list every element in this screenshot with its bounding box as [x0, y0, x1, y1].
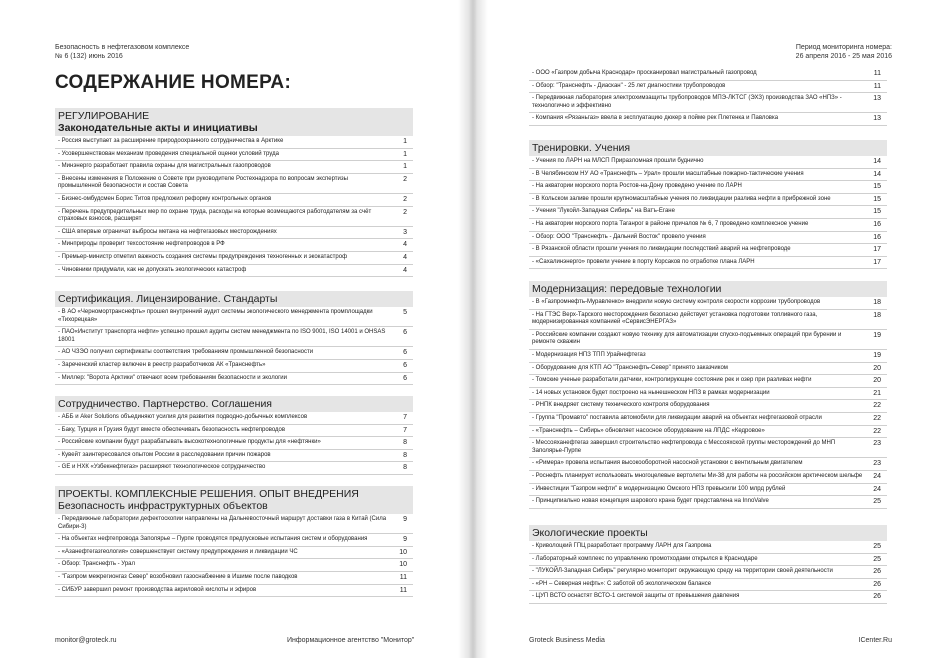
section-title: Сотрудничество. Партнерство. Соглашения [58, 398, 272, 410]
toc-entry[interactable] [529, 541, 887, 554]
toc-entry[interactable] [55, 207, 413, 227]
toc-entry-text: - «Римера» провела испытания высокооборотной насосной установки с вентильным двигателем [532, 460, 803, 467]
toc-entry[interactable] [529, 388, 887, 401]
toc-page-number: 23 [873, 460, 881, 468]
left-page [0, 0, 470, 658]
toc-entry-text: - Перечень предупредительных мер по охране труда, расходы на которые возмещаются работодателям за счёт страховых взносов, расширят [58, 208, 372, 223]
toc-page-number: 25 [873, 555, 881, 563]
toc-entry-text: - Принципиально новая концепция шарового крана будет представлена на InnoValve [532, 498, 769, 505]
toc-page-number: 17 [873, 258, 881, 266]
toc-entry[interactable] [529, 206, 887, 219]
toc-entry[interactable] [55, 307, 413, 327]
section-modernization [529, 281, 887, 509]
section-title: Экологические проекты [532, 527, 648, 539]
toc-entry[interactable] [55, 265, 413, 278]
toc-entry[interactable] [55, 450, 413, 463]
toc-entry-text: - Роснефть планирует использовать многоцелевые вертолеты Ми-38 для работы на российском арктическом шельфе [532, 472, 863, 479]
toc-page-number: 1 [403, 150, 407, 158]
toc-page-number: 18 [873, 311, 881, 319]
toc-page-number: 4 [403, 241, 407, 249]
toc-entry-text: - Криволоцкий ГПЦ разработает программу ЛАРН для Газпрома [532, 543, 712, 549]
toc-entry-text: - АО ЧЗЭО получил сертификаты соответствия требованиям промышленной безопасности [58, 349, 314, 356]
toc-entry[interactable] [55, 174, 413, 194]
toc-page-number: 2 [403, 175, 407, 183]
toc-entry-text: - Обзор: Транснефть - Урал [58, 561, 136, 568]
toc-entry[interactable] [55, 585, 413, 598]
toc-entry[interactable] [55, 227, 413, 240]
toc-entry[interactable] [529, 244, 887, 257]
publication-name: Безопасность в нефтегазовом комплексе [55, 44, 190, 51]
contents-title: СОДЕРЖАНИЕ НОМЕРА: [55, 72, 292, 93]
monitoring-period-dates: 26 апреля 2016 - 25 мая 2016 [795, 53, 892, 60]
toc-entry[interactable] [55, 514, 413, 534]
toc-page-number: 11 [873, 82, 881, 90]
toc-entry[interactable] [55, 437, 413, 450]
toc-entry[interactable] [55, 136, 413, 149]
toc-page-number: 1 [403, 163, 407, 171]
toc-entry[interactable] [55, 559, 413, 572]
toc-page-number: 2 [403, 208, 407, 216]
toc-entry[interactable] [55, 360, 413, 373]
toc-entry-text: - Группа "Промавто" поставила автомобили для ликвидации аварий на объектах нефтегазовой отрасли [532, 414, 822, 421]
toc-entry[interactable] [55, 149, 413, 162]
toc-page-number: 26 [873, 580, 881, 588]
toc-entry[interactable] [529, 257, 887, 270]
toc-entry-text: - На акватории морского порта Таганрог в районе причалов № 6, 7 проведено комплексное учение [532, 220, 809, 227]
toc-entry-text: - На акватории морского порта Ростов-на-Дону проведено учение по ЛАРН [532, 183, 742, 190]
toc-page-number: 15 [873, 183, 881, 191]
toc-entry[interactable] [529, 194, 887, 207]
toc-page-number: 19 [873, 351, 881, 359]
toc-entry-text: - «Транснефть – Сибирь» обновляет насосное оборудование на ЛПДС «Кедровое» [532, 427, 765, 434]
toc-entry[interactable] [55, 425, 413, 438]
toc-entry[interactable] [55, 239, 413, 252]
toc-page-number: 2 [403, 195, 407, 203]
toc-page-number: 11 [399, 586, 407, 594]
toc-page-number: 11 [873, 70, 881, 77]
toc-page-number: 7 [403, 426, 407, 434]
toc-page-number: 24 [873, 485, 881, 493]
toc-entry-text: - Учения по ЛАРН на МЛСП Приразломная прошли будничнo [532, 158, 704, 164]
section-cooperation [55, 396, 413, 475]
toc-entry-text: - Усовершенствован механизм проведения специальной оценки условий труда [58, 150, 279, 157]
monitoring-period-label: Период мониторинга номера: [795, 44, 892, 51]
toc-page-number: 21 [873, 389, 881, 397]
section-title: ПРОЕКТЫ. КОМПЛЕКСНЫЕ РЕШЕНИЯ. ОПЫТ ВНЕДРЕНИЯ [58, 488, 359, 500]
section-heading [529, 140, 887, 156]
toc-entry[interactable] [529, 310, 887, 330]
toc-entry-text: - Томские ученые разработали датчики, контролирующие состояние рек и озер при разливах нефти [532, 377, 812, 384]
toc-entry-text: - Премьер-министр отметил важность создания системы предупреждения техногенных и экокатастроф [58, 253, 348, 260]
footer-email[interactable]: monitor@groteck.ru [55, 637, 117, 644]
toc-entry-text: - Передвижная лаборатория электрохимзащиты трубопроводов МПЭ-ЛКТСГ (ЭХЗ) производства ЗАО «НПЗ» - технологично и эффективно [532, 95, 842, 109]
toc-entry-text: - Минэнерго разработает правила охраны для магистральных газопроводов [58, 163, 271, 170]
toc-entry[interactable] [55, 161, 413, 174]
toc-entry[interactable] [55, 462, 413, 475]
toc-page-number: 4 [403, 253, 407, 261]
toc-page-number: 8 [403, 439, 407, 447]
toc-entry[interactable] [529, 458, 887, 471]
toc-entry[interactable] [529, 350, 887, 363]
toc-entry-text: - Оборудование для КТП АО "Транснефть-Север" принято заказчиком [532, 364, 728, 371]
toc-entry-text: - Обзор: ООО "Транснефть - Дальний Восток" провело учения [532, 233, 706, 240]
toc-page-number: 7 [403, 414, 407, 421]
section-subtitle: Безопасность инфраструктурных объектов [58, 500, 268, 512]
toc-entry[interactable] [529, 81, 887, 94]
toc-entry-text: - Российские компании создают новую технику для автоматизации спуско-подъемных операций при бурении и ремонте скважин [532, 331, 842, 346]
toc-entry-text: - АББ и Aker Solutions объединяют усилия для развития подводно-добычных комплексов [58, 414, 308, 420]
toc-page-number: 17 [873, 246, 881, 254]
toc-entry-text: - Минприроды проверит техсостояние нефтепроводов в РФ [58, 241, 225, 248]
toc-entry[interactable] [55, 534, 413, 547]
continued-entries [529, 68, 887, 126]
toc-entry-text: - 14 новых установок будет построено на нынешнеском НПЗ в рамках модернизации [532, 389, 770, 396]
section-heading [529, 281, 887, 297]
toc-entry[interactable] [529, 400, 887, 413]
toc-entry-text: - ООО «Газпром добыча Краснодар» просканировал магистральный газопровод [532, 70, 757, 76]
toc-page-number: 4 [403, 266, 407, 274]
toc-page-number: 6 [403, 361, 407, 369]
toc-entry-text: - США впервые ограничат выбросы метана на нефтегазовых месторождениях [58, 228, 277, 235]
toc-page-number: 10 [399, 561, 407, 569]
toc-page-number: 10 [399, 548, 407, 556]
toc-page-number: 14 [873, 158, 881, 165]
toc-page-number: 8 [403, 464, 407, 472]
toc-entry-text: - GE и НХК «Узбекнефтегаз» расширяют технологическое сотрудничество [58, 464, 266, 471]
toc-page-number: 19 [873, 331, 881, 339]
toc-entry[interactable] [529, 232, 887, 245]
toc-entry[interactable] [529, 413, 887, 426]
toc-page-number: 9 [403, 536, 407, 544]
toc-entry-text: - Инвестиции "Газпром нефти" в модернизацию Омского НПЗ превысили 100 млрд рублей [532, 485, 786, 492]
toc-page-number: 26 [873, 568, 881, 576]
toc-entry-text: - Баку, Турция и Грузия будут вместе обеспечивать безопасность нефтепроводов [58, 426, 286, 433]
toc-entry-text: - Мессояханефтегаз завершил строительство нефтепровода с Мессояхской группы месторождений до МНП Заполярье-Пурпе [532, 440, 836, 454]
toc-entry[interactable] [529, 169, 887, 182]
toc-entry[interactable] [529, 591, 887, 604]
toc-entry-text: - Учения "Лукойл-Западная Сибирь" на Ватъ-Егане [532, 208, 675, 215]
toc-page-number: 16 [873, 220, 881, 228]
toc-page-number: 14 [873, 170, 881, 178]
toc-entry[interactable] [529, 438, 887, 458]
toc-entry-text: - «Сахалинэнерго» провели учение в порту Корсаков по отработке плана ЛАРН [532, 258, 755, 265]
toc-entry[interactable] [529, 566, 887, 579]
toc-entry-text: - В Челябинском НУ АО «Транснефть – Урал» прошли масштабные пожарно-тактические учения [532, 170, 804, 177]
toc-page-number: 13 [873, 95, 881, 103]
toc-page-number: 11 [399, 573, 407, 581]
toc-entry-text: - Россия выступает за расширение природоохранного сотрудничества в Арктике [58, 138, 284, 144]
toc-entry[interactable] [529, 554, 887, 567]
toc-entry[interactable] [529, 219, 887, 232]
section-subtitle: Законодательные акты и инициативы [58, 122, 258, 134]
toc-page-number: 22 [873, 414, 881, 422]
right-page-header [796, 43, 892, 61]
toc-entry-text: - Модернизация НПЗ ТПП Урайнефтегаз [532, 351, 646, 358]
toc-entry-text: - Передвижные лаборатории дефектоскопии направлены на Дальневосточный маршрут доставки газа в Китай (Сила Сибири-3) [58, 516, 387, 530]
toc-page-number: 20 [873, 377, 881, 385]
toc-entry[interactable] [55, 412, 413, 425]
section-title: Сертификация. Лицензирование. Стандарты [58, 293, 278, 305]
section-heading [55, 486, 413, 514]
toc-page-number: 5 [403, 309, 407, 316]
toc-entry-text: - В Рязанской области прошли учения по ликвидации последствий аварий на нефтепроводе [532, 246, 791, 253]
toc-entry[interactable] [529, 484, 887, 497]
toc-entry[interactable] [55, 547, 413, 560]
toc-entry[interactable] [529, 363, 887, 376]
toc-page-number: 22 [873, 427, 881, 435]
toc-entry[interactable] [529, 181, 887, 194]
toc-page-number: 23 [873, 440, 881, 448]
toc-page-number: 16 [873, 233, 881, 241]
toc-entry-text: - Российские компании будут разрабатывать высокотехнологичные продукты для «нефтянки» [58, 439, 321, 446]
toc-entry[interactable] [55, 347, 413, 360]
toc-entry[interactable] [55, 572, 413, 585]
toc-entry-text: - ЦУП ВСТО оснастят ВСТО-1 системой защиты от превышения давления [532, 593, 740, 600]
section-regulation [55, 108, 413, 277]
left-page-header [55, 43, 189, 61]
toc-page-number: 8 [403, 451, 407, 459]
toc-entry-text: - ПАО«Институт транспорта нефти» успешно прошел аудиты систем менеджмента по ISO 9001, ISO 14001 и OHSAS 18001 [58, 329, 386, 343]
toc-entry-text: - Бизнес-омбудсмен Борис Титов предложил реформу контрольных органов [58, 195, 272, 202]
section-projects [55, 486, 413, 597]
toc-entry[interactable] [529, 156, 887, 169]
toc-entry-text: - Зареченский кластер включен в реестр разработчиков АК «Транснефть» [58, 361, 266, 368]
toc-entry-text: - Чиновники придумали, как не допускать экологических катастроф [58, 266, 247, 273]
section-heading [55, 291, 413, 307]
toc-entry-text: - Обзор: "Транснефть - Диаскан" - 25 лет диагностики трубопроводов [532, 82, 726, 89]
toc-entry-text: - На объектах нефтепровода Заполярье – Пурпе проводятся предпусковые испытания систем и оборудования [58, 536, 368, 543]
toc-entry-text: - Компания «Рязаньгаз» ввела в эксплуатацию дюкер в пойме рек Плетенка и Павловка [532, 115, 779, 122]
toc-entry[interactable] [529, 471, 887, 484]
toc-page-number: 13 [873, 115, 881, 123]
toc-entry-text: - "Газпром межрегионгаз Север" возобновил газоснабжение в Ишиме после паводков [58, 573, 298, 580]
toc-entry[interactable] [55, 373, 413, 386]
toc-entry[interactable] [529, 496, 887, 509]
toc-entry-text: - Кувейт заинтересовался опытом России в расследовании причин пожаров [58, 451, 271, 458]
toc-entry-text: - СИБУР завершил ремонт производства акриловой кислоты и эфиров [58, 586, 257, 593]
section-title: Тренировки. Учения [532, 142, 631, 154]
toc-entry[interactable] [529, 330, 887, 350]
toc-page-number: 25 [873, 498, 881, 506]
footer-site[interactable]: ICenter.Ru [858, 637, 892, 644]
toc-entry-text: - В АО «Черномортранснефть» прошел внутренний аудит системы экологического менеджмента промплощадки «Тихорецкая» [58, 309, 373, 323]
toc-page-number: 6 [403, 374, 407, 382]
toc-entry-text: - "ЛУКОЙЛ-Западная Сибирь" регулярно мониторит окружающую среду на территории своей деятельности [532, 568, 833, 575]
toc-page-number: 9 [403, 516, 407, 523]
toc-entry-text: - Лабораторный комплекс по управлению промотходами открылся в Краснодаре [532, 555, 758, 562]
section-heading [529, 525, 887, 541]
toc-entry[interactable] [529, 579, 887, 592]
footer-publisher: Groteck Business Media [529, 637, 605, 644]
page-gutter-shadow [458, 0, 488, 658]
toc-page-number: 18 [873, 299, 881, 306]
section-heading [55, 108, 413, 136]
toc-entry-text: - РНПК внедряет систему технического контроля оборудования [532, 402, 710, 409]
toc-entry[interactable] [55, 252, 413, 265]
toc-entry[interactable] [529, 93, 887, 113]
toc-entry[interactable] [529, 68, 887, 81]
toc-page-number: 6 [403, 349, 407, 357]
toc-entry-text: - В Кольском заливе прошли крупномасштабные учения по ликвидации разлива нефти в прибрежной зоне [532, 195, 831, 202]
toc-entry-text: - «Азанефтегазгеология» совершенствует систему предупреждения и ликвидации ЧС [58, 548, 298, 555]
section-title: Модернизация: передовые технологии [532, 283, 722, 295]
toc-page-number: 15 [873, 195, 881, 203]
toc-entry-text: - Внесены изменения в Положение о Совете при руководителе Ростехнадзора по вопросам экспертизы промышленной безопасности и состав Совета [58, 175, 348, 190]
toc-page-number: 22 [873, 402, 881, 410]
section-title: РЕГУЛИРОВАНИЕ [58, 110, 150, 122]
section-certification [55, 291, 413, 385]
toc-entry-text: - «РН – Северная нефть»: С заботой об экологическом балансе [532, 580, 712, 587]
toc-entry-text: - Миллер: "Ворота Арктики" отвечают всем требованиям безопасности и экологии [58, 374, 287, 381]
toc-entry[interactable] [529, 297, 887, 310]
toc-page-number: 26 [873, 593, 881, 601]
section-heading [55, 396, 413, 412]
toc-page-number: 24 [873, 472, 881, 480]
toc-page-number: 20 [873, 364, 881, 372]
toc-entry[interactable] [55, 194, 413, 207]
section-ecology [529, 525, 887, 604]
toc-page-number: 15 [873, 208, 881, 216]
right-page [476, 0, 946, 658]
issue-number: № 6 (132) июнь 2016 [55, 53, 123, 60]
toc-page-number: 3 [403, 228, 407, 236]
toc-entry[interactable] [55, 327, 413, 347]
toc-entry-text: - На ГТЭС Верх-Тарского месторождения безопасно действует установка подготовки топливного газа, модернизированная компанией «СервисЭНЕРГАЗ» [532, 311, 818, 326]
section-training [529, 140, 887, 269]
footer-agency: Информационное агентство "Монитор" [287, 637, 415, 644]
toc-entry[interactable] [529, 113, 887, 126]
toc-entry[interactable] [529, 426, 887, 439]
toc-entry-text: - В «Газпромнефть-Муравленко» внедрили новую систему контроля скорости коррозии трубопроводов [532, 299, 821, 305]
toc-entry[interactable] [529, 375, 887, 388]
toc-page-number: 6 [403, 329, 407, 337]
toc-page-number: 25 [873, 543, 881, 550]
toc-page-number: 1 [403, 138, 407, 145]
